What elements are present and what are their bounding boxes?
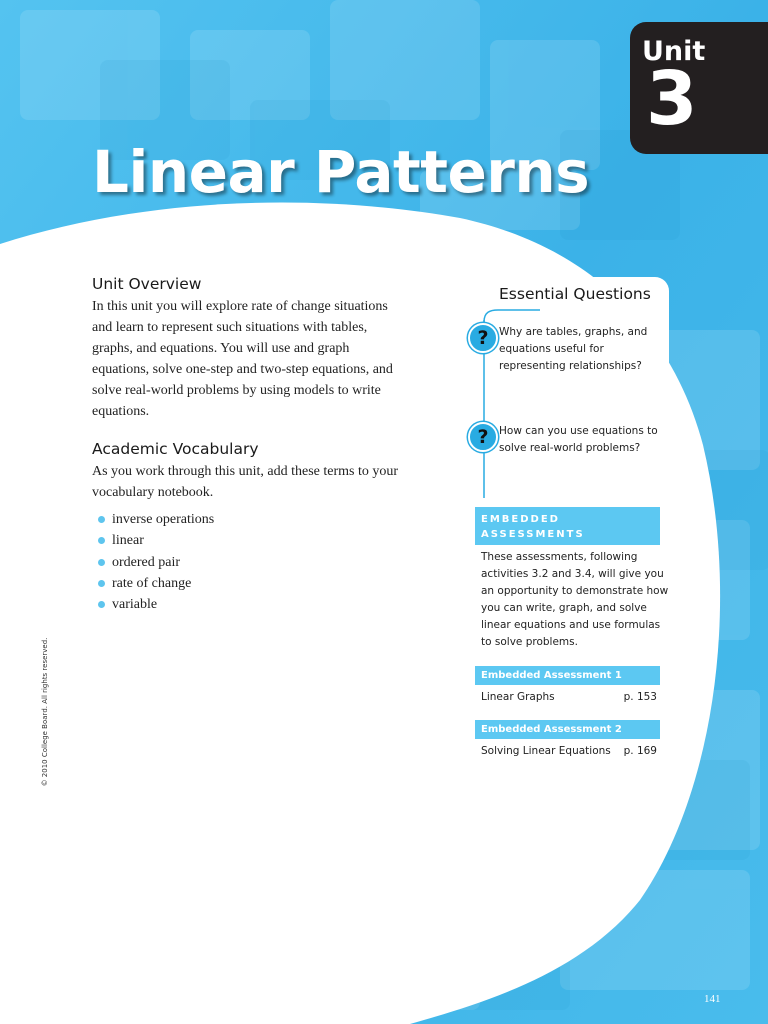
page-number: 141 [704, 993, 721, 1005]
page-title: Linear Patterns [92, 138, 590, 206]
unit-overview-heading: Unit Overview [92, 275, 202, 293]
vocabulary-term: inverse operations [98, 509, 214, 530]
vocabulary-term: variable [98, 594, 214, 615]
embedded-assessments-description: These assessments, following activities 3.2 and 3.4, will give you an opportunity to demonstrate how you can write, graph, and solve linear equations and use formulas to solve problems. [481, 551, 669, 648]
question-icon: ? [468, 323, 498, 353]
embedded-assessment-1-label: Embedded Assessment 1 [475, 666, 660, 685]
embedded-assessment-2-row [481, 742, 657, 760]
embedded-assessments-header: EMBEDDED ASSESSMENTS [475, 507, 660, 545]
essential-question-2: How can you use equations to solve real-world problems? [499, 425, 658, 454]
question-icon: ? [468, 422, 498, 452]
vocabulary-list [98, 509, 214, 615]
assessment-name: Linear Graphs [481, 691, 555, 703]
essential-question-1: Why are tables, graphs, and equations useful for representing relationships? [499, 326, 648, 372]
assessment-page: p. 169 [623, 745, 657, 757]
embedded-assessment-2-label: Embedded Assessment 2 [475, 720, 660, 739]
academic-vocabulary-heading: Academic Vocabulary [92, 440, 259, 458]
unit-tab [630, 22, 768, 154]
vocabulary-term: linear [98, 530, 214, 551]
vocabulary-intro: As you work through this unit, add these terms to your vocabulary notebook. [92, 464, 399, 500]
embedded-assessment-1-row [481, 688, 657, 706]
unit-overview-text: In this unit you will explore rate of change situations and learn to represent such situations with tables, graphs, and equations. You will use and graph equations, solve one-step and two-step equations, and solve real-world problems by using models to write equations. [92, 299, 393, 419]
copyright-text: © 2010 College Board. All rights reserved. [41, 637, 49, 787]
essential-questions-heading: Essential Questions [499, 285, 651, 303]
assessment-page: p. 153 [623, 691, 657, 703]
unit-label: Unit [642, 36, 706, 67]
assessment-name: Solving Linear Equations [481, 745, 611, 757]
vocabulary-term: ordered pair [98, 552, 214, 573]
unit-number: 3 [646, 56, 698, 142]
vocabulary-term: rate of change [98, 573, 214, 594]
